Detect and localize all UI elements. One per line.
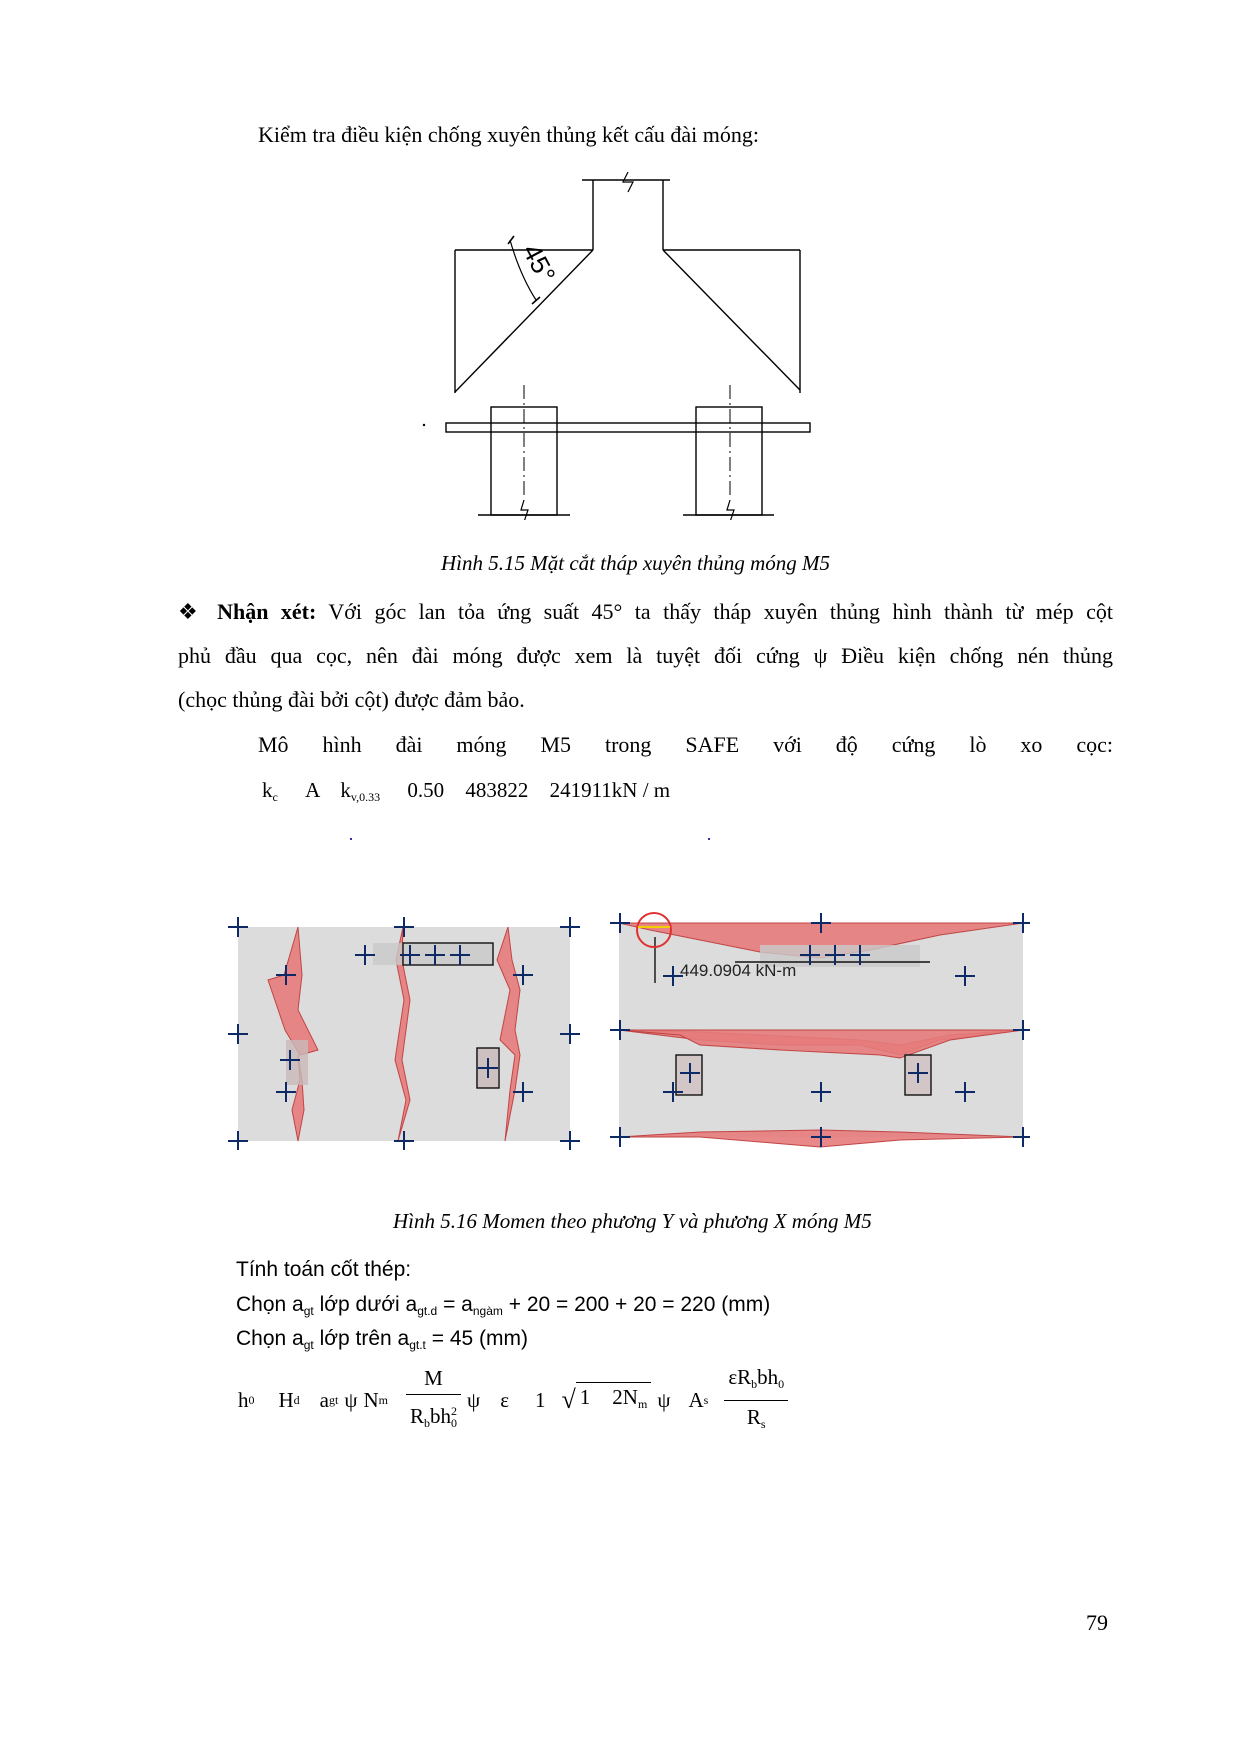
calc-line-1: Chọn $a_{gt}$ lớp dưới $a_{gt.d} = a_{ngàm} + 20 = 200 + 20 = 220$ (mm) — [236, 1293, 771, 1318]
remark-text-1: Với góc lan tỏa ứng suất 45° ta thấy tháp xuyên thủng hình thành từ mép cột — [328, 599, 1114, 624]
page-number: 79 — [1086, 1610, 1108, 1635]
remark-line-1 — [178, 598, 1113, 626]
artifact-dot — [350, 838, 352, 840]
remark-bullet: ❖ — [178, 599, 205, 624]
model-line: Mô hình đài móng M5 trong SAFE với độ cứng lò xo cọc: — [258, 732, 1113, 757]
intro-text: Kiểm tra điều kiện chống xuyên thủng kết cấu đài móng: — [258, 122, 759, 147]
remark-line-3: (chọc thủng đài bởi cột) được đảm bảo. — [178, 687, 525, 712]
figure-5-15-caption: Hình 5.15 Mặt cắt tháp xuyên thủng móng M5 — [441, 551, 831, 575]
moment-y-figure — [225, 910, 585, 1150]
remark-label: Nhận xét: — [217, 599, 317, 624]
moment-fraction: $\frac{M}{R_bbh^2_0}$ — [406, 1364, 461, 1437]
punching-section-figure — [420, 170, 820, 520]
reinforcement-formula: h 0 H d a gt ψ N m $\frac{M}{R_bbh^2_0}$ ψ ε 1 √ 1 $2N_m$ ψ A s $\frac{\varepsilon R_bbh_0}{R_s}$ — [238, 1365, 794, 1435]
figure-5-16-caption: Hình 5.16 Momen theo phương Y và phương X móng M5 — [393, 1209, 872, 1233]
calc-title: Tính toán cốt thép: — [236, 1258, 412, 1281]
calc-line-2: Chọn $a_{gt}$ lớp trên $a_{gt.t} = 45$ (mm) — [236, 1327, 529, 1352]
remark-line-2: phủ đầu qua cọc, nên đài móng được xem là tuyệt đối cứng ψ Điều kiện chống nén thủng — [178, 643, 1113, 668]
artifact-dot — [708, 838, 710, 840]
moment-value-label: 449.0904 kN-m — [680, 961, 797, 980]
model-formula: $k_c$ A $k_{v,0.33}$ 0.50 483822 241911kN / m — [262, 778, 671, 804]
moment-x-figure — [610, 910, 1030, 1150]
angle-label: 45° — [516, 238, 562, 288]
area-fraction: $\frac{\varepsilon R_bbh_0}{R_s}$ — [724, 1363, 788, 1438]
